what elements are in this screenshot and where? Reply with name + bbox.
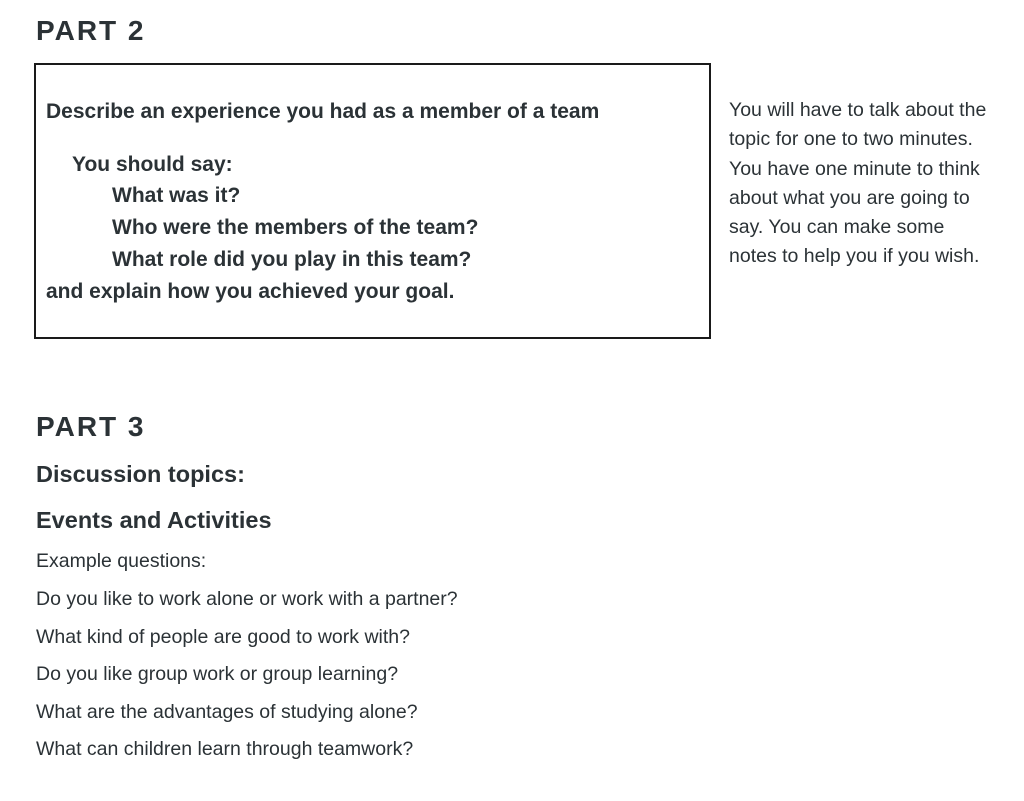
example-question: What kind of people are good to work with? [36,625,410,648]
cue-card-explain: and explain how you achieved your goal. [46,280,455,303]
cue-card [34,63,711,339]
discussion-topics-heading: Discussion topics: [36,461,245,487]
cue-card-should-say: You should say: [72,153,233,176]
cue-card-question: Who were the members of the team? [112,216,479,239]
topic-title: Events and Activities [36,507,272,533]
example-question: What are the advantages of studying alone? [36,700,418,723]
example-question: Do you like group work or group learning? [36,663,399,686]
part2-instructions: You will have to talk about the topic for one to two minutes. You have one minute to think about what you are going to say. You can make some notes to help you if you wish. [729,99,987,268]
cue-card-title: Describe an experience you had as a member of a team [46,100,600,123]
example-question-list [36,590,458,778]
example-question: Do you like to work alone or work with a partner? [36,588,458,610]
part3-heading: PART 3 [36,411,146,442]
example-questions-label: Example questions: [36,550,207,572]
part2-heading: PART 2 [36,15,146,46]
cue-card-question: What role did you play in this team? [112,248,472,271]
cue-card-question: What was it? [112,184,241,207]
example-question: What can children learn through teamwork? [36,738,414,761]
